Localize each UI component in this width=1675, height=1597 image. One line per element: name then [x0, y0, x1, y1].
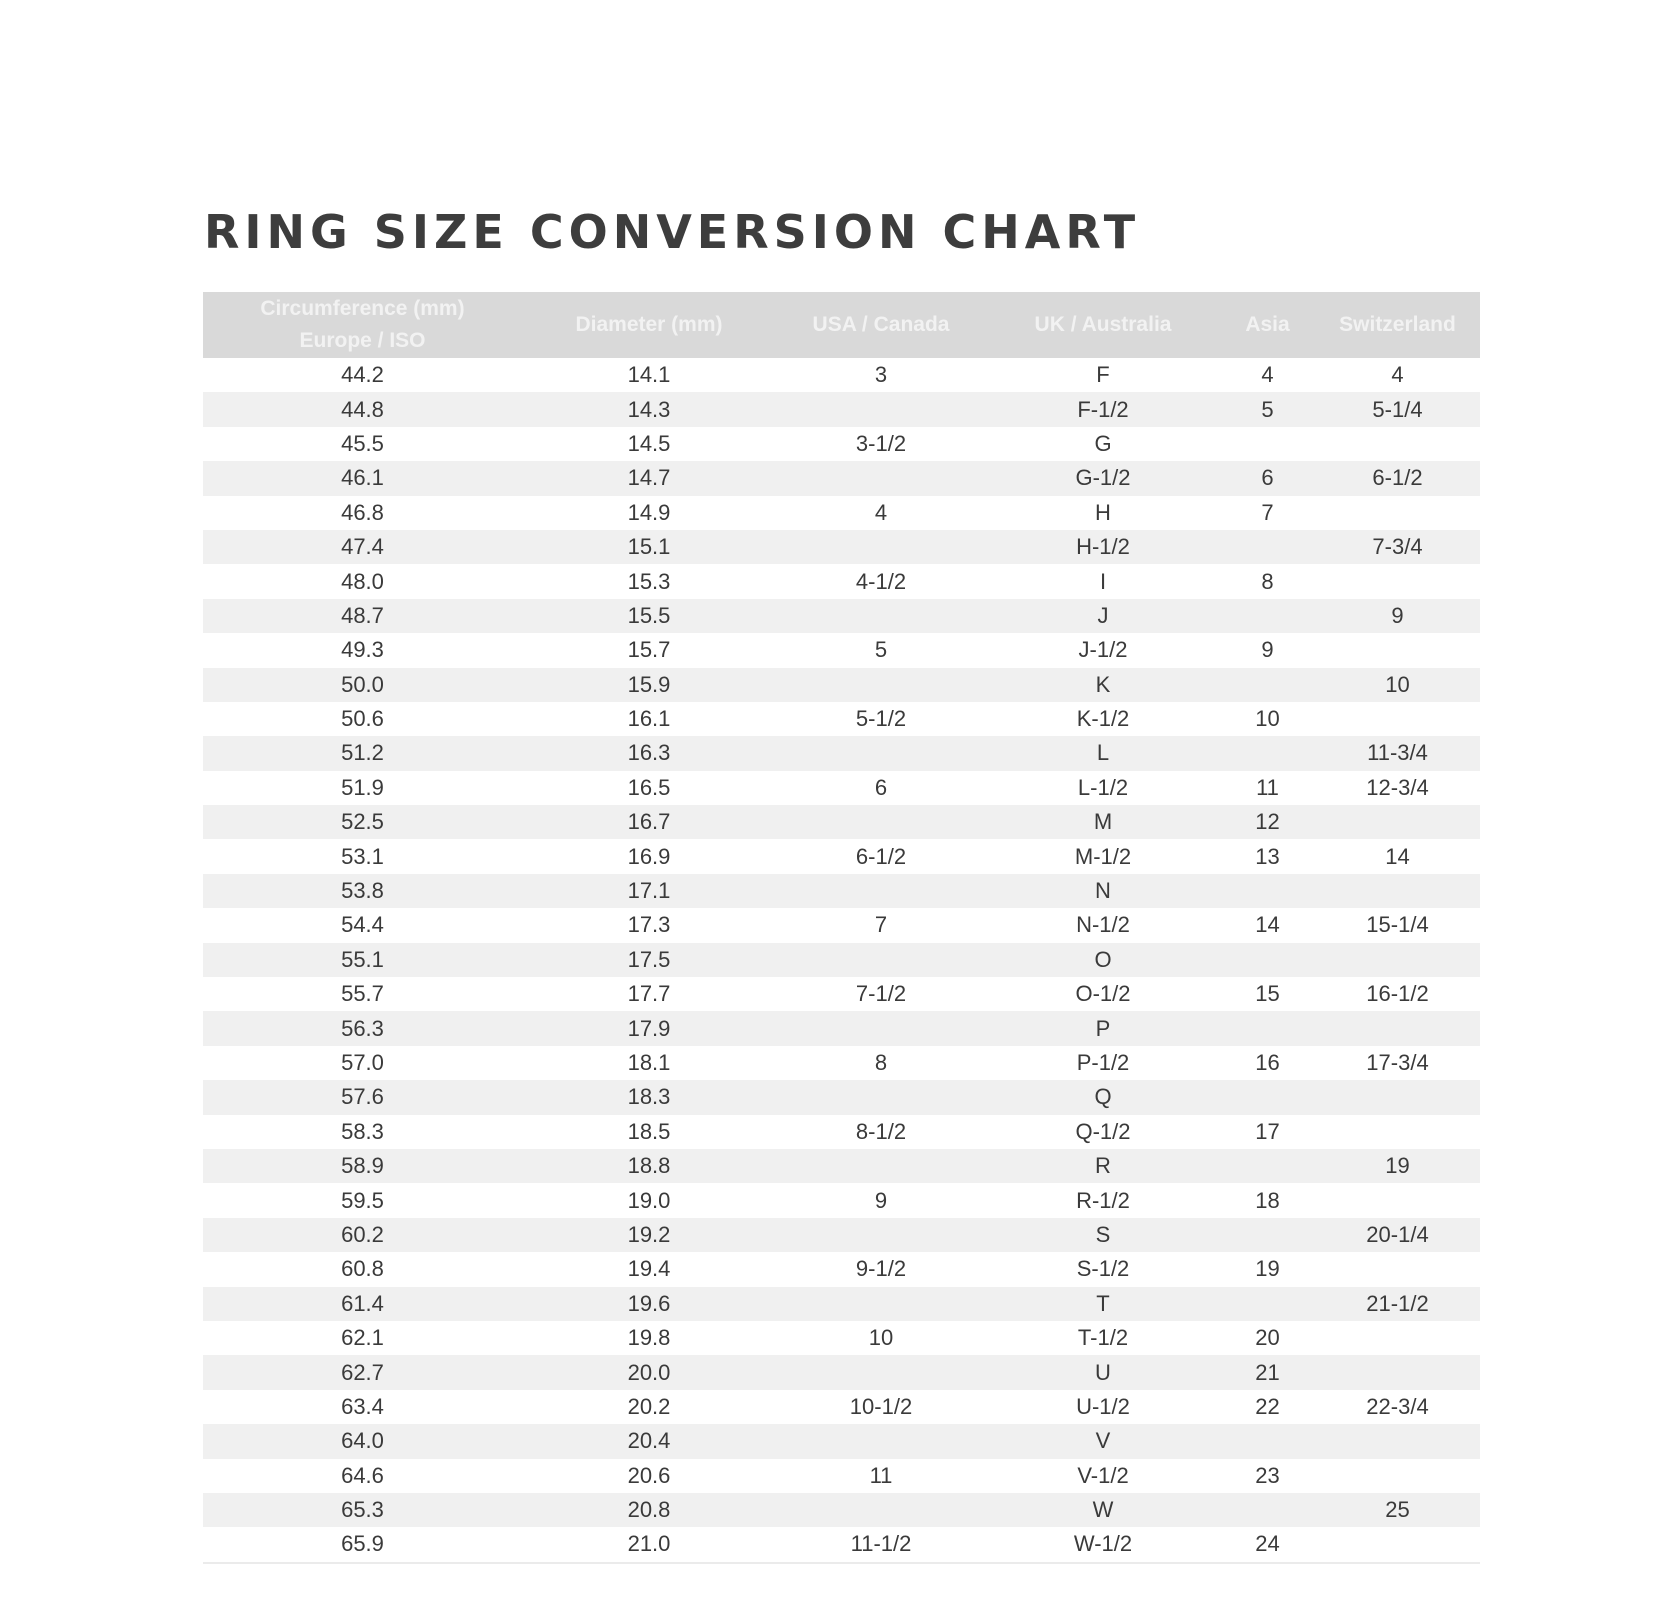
cell-diameter: 21.0: [522, 1527, 776, 1562]
table-row: [203, 530, 1480, 564]
cell-uk-australia: H-1/2: [986, 530, 1220, 564]
cell-circumference: 50.0: [203, 668, 522, 702]
cell-switzerland: [1315, 1011, 1480, 1045]
cell-usa-canada: 4: [874, 499, 888, 525]
cell-circumference: 59.5: [341, 1187, 384, 1213]
cell-asia: 6: [1220, 461, 1315, 495]
cell-switzerland: 5-1/4: [1315, 392, 1480, 426]
cell-circumference: 47.4: [203, 530, 522, 564]
table-row: [203, 1183, 1480, 1217]
cell-switzerland: [1315, 564, 1480, 598]
table-header-row: [203, 292, 1480, 358]
cell-asia: 11: [1256, 774, 1279, 800]
header-circumference-label: Circumference (mm): [260, 297, 465, 320]
cell-uk-australia: T-1/2: [1077, 1325, 1129, 1351]
table-row: [203, 1149, 1480, 1183]
cell-circumference: 57.0: [341, 1050, 384, 1075]
cell-uk-australia: T: [986, 1287, 1220, 1321]
cell-switzerland: 9: [1315, 599, 1480, 633]
cell-circumference: 61.4: [203, 1287, 522, 1321]
cell-usa-canada: [776, 599, 986, 633]
table-row: [203, 1355, 1480, 1389]
table-row: [203, 1115, 1480, 1149]
cell-uk-australia: O-1/2: [1075, 981, 1131, 1007]
cell-asia: [1220, 599, 1315, 633]
cell-switzerland: [1315, 1459, 1480, 1493]
table-row: [203, 668, 1480, 702]
cell-asia: 20: [1255, 1325, 1280, 1351]
cell-usa-canada: 6: [874, 774, 888, 800]
cell-asia: 10: [1255, 706, 1280, 732]
cell-usa-canada: [776, 668, 986, 702]
table-row: [203, 1321, 1480, 1355]
ring-size-table: [203, 292, 1480, 1564]
cell-usa-canada: 11: [869, 1462, 893, 1488]
table-row: [203, 358, 1480, 392]
cell-circumference: 60.2: [203, 1218, 522, 1252]
cell-switzerland: [1315, 805, 1480, 839]
cell-switzerland: 4: [1391, 362, 1404, 388]
cell-diameter: 18.5: [627, 1118, 671, 1144]
cell-diameter: 18.1: [627, 1050, 671, 1075]
cell-uk-australia: O: [986, 943, 1220, 977]
cell-diameter: 16.3: [522, 736, 776, 770]
cell-diameter: 18.3: [522, 1080, 776, 1114]
cell-circumference: 55.1: [203, 943, 522, 977]
cell-circumference: 51.9: [341, 774, 384, 800]
cell-uk-australia: K-1/2: [1076, 706, 1130, 732]
table-row: [203, 736, 1480, 770]
cell-uk-australia: I: [1099, 568, 1107, 594]
cell-usa-canada: 5: [874, 637, 888, 663]
table-row: [203, 1459, 1480, 1493]
header-circumference: [203, 292, 522, 358]
cell-switzerland: 25: [1315, 1493, 1480, 1527]
cell-uk-australia: L: [986, 736, 1220, 770]
cell-circumference: 62.7: [203, 1355, 522, 1389]
cell-uk-australia: S-1/2: [1076, 1256, 1130, 1282]
cell-circumference: 57.6: [203, 1080, 522, 1114]
page-title: RING SIZE CONVERSION CHART: [204, 205, 1141, 259]
cell-circumference: 44.8: [203, 392, 522, 426]
cell-uk-australia: M-1/2: [1074, 843, 1132, 869]
cell-uk-australia: F: [1096, 362, 1110, 388]
cell-diameter: 20.2: [627, 1393, 671, 1419]
cell-diameter: 15.7: [627, 637, 671, 663]
cell-usa-canada: 10: [868, 1325, 894, 1351]
cell-circumference: 53.8: [203, 874, 522, 908]
cell-diameter: 17.9: [522, 1011, 776, 1045]
table-row: [203, 1390, 1480, 1424]
cell-diameter: 15.1: [522, 530, 776, 564]
cell-uk-australia: G: [1094, 430, 1112, 456]
cell-circumference: 45.5: [341, 430, 384, 456]
cell-switzerland: 16-1/2: [1366, 981, 1429, 1007]
cell-uk-australia: P-1/2: [1076, 1050, 1130, 1075]
cell-diameter: 14.5: [627, 430, 671, 456]
cell-switzerland: [1315, 633, 1480, 667]
cell-circumference: 62.1: [341, 1325, 384, 1351]
cell-asia: [1220, 1493, 1315, 1527]
cell-diameter: 17.7: [627, 981, 671, 1007]
cell-diameter: 18.8: [522, 1149, 776, 1183]
cell-circumference: 65.3: [203, 1493, 522, 1527]
cell-usa-canada: 5-1/2: [855, 706, 907, 732]
cell-circumference: 48.0: [341, 568, 384, 594]
cell-usa-canada: 9: [874, 1187, 888, 1213]
cell-asia: 18: [1255, 1187, 1280, 1213]
cell-usa-canada: 3-1/2: [855, 430, 907, 456]
cell-usa-canada: 7-1/2: [855, 981, 907, 1007]
cell-uk-australia: P: [986, 1011, 1220, 1045]
table-row: [203, 943, 1480, 977]
cell-diameter: 17.5: [522, 943, 776, 977]
cell-uk-australia: R: [986, 1149, 1220, 1183]
cell-circumference: 46.1: [203, 461, 522, 495]
cell-asia: [1220, 943, 1315, 977]
table-row: [203, 1046, 1480, 1080]
cell-circumference: 60.8: [341, 1256, 384, 1282]
cell-uk-australia: Q: [986, 1080, 1220, 1114]
header-switzerland: Switzerland: [1315, 292, 1480, 358]
table-row: [203, 461, 1480, 495]
cell-diameter: 20.8: [522, 1493, 776, 1527]
cell-diameter: 17.1: [522, 874, 776, 908]
cell-uk-australia: J: [986, 599, 1220, 633]
cell-switzerland: 12-3/4: [1366, 774, 1429, 800]
cell-asia: [1220, 1424, 1315, 1458]
cell-uk-australia: U: [986, 1355, 1220, 1389]
cell-uk-australia: L-1/2: [1077, 774, 1129, 800]
cell-switzerland: 6-1/2: [1315, 461, 1480, 495]
table-row: [203, 1218, 1480, 1252]
cell-uk-australia: Q-1/2: [1075, 1118, 1131, 1144]
cell-circumference: 51.2: [203, 736, 522, 770]
cell-diameter: 14.7: [522, 461, 776, 495]
header-uk-australia: UK / Australia: [986, 292, 1220, 358]
cell-switzerland: 19: [1315, 1149, 1480, 1183]
cell-usa-canada: 11-1/2: [776, 1527, 986, 1562]
cell-diameter: 19.8: [627, 1325, 671, 1351]
header-circumference-sublabel: Europe / ISO: [299, 329, 426, 352]
cell-uk-australia: G-1/2: [986, 461, 1220, 495]
table-row: [203, 1252, 1480, 1286]
table-row: [203, 564, 1480, 598]
cell-usa-canada: 8-1/2: [855, 1118, 907, 1144]
cell-circumference: 56.3: [203, 1011, 522, 1045]
cell-usa-canada: [776, 736, 986, 770]
cell-switzerland: [1315, 1527, 1480, 1562]
cell-diameter: 16.5: [627, 774, 671, 800]
cell-asia: 5: [1220, 392, 1315, 426]
cell-asia: 22: [1255, 1393, 1280, 1419]
cell-diameter: 14.9: [627, 499, 671, 525]
cell-switzerland: 15-1/4: [1366, 912, 1429, 938]
cell-asia: [1220, 530, 1315, 564]
cell-uk-australia: V-1/2: [1077, 1462, 1129, 1488]
cell-usa-canada: 9-1/2: [855, 1256, 907, 1282]
cell-circumference: 55.7: [341, 981, 384, 1007]
cell-uk-australia: M: [986, 805, 1220, 839]
cell-uk-australia: W-1/2: [986, 1527, 1220, 1562]
table-row: [203, 805, 1480, 839]
table-row: [203, 1527, 1480, 1562]
cell-switzerland: [1315, 427, 1480, 461]
table-row: [203, 392, 1480, 426]
cell-circumference: 54.4: [341, 912, 384, 938]
table-row: [203, 1287, 1480, 1321]
cell-switzerland: [1315, 1115, 1480, 1149]
cell-circumference: 53.1: [341, 843, 384, 869]
table-row: [203, 427, 1480, 461]
cell-usa-canada: [776, 530, 986, 564]
table-row: [203, 1080, 1480, 1114]
table-row: [203, 599, 1480, 633]
cell-switzerland: 11-3/4: [1315, 736, 1480, 770]
table-row: [203, 702, 1480, 736]
cell-asia: 19: [1255, 1256, 1280, 1282]
cell-asia: 17: [1255, 1118, 1280, 1144]
cell-circumference: 65.9: [203, 1527, 522, 1562]
cell-usa-canada: [776, 874, 986, 908]
cell-asia: [1220, 1149, 1315, 1183]
cell-asia: [1220, 1218, 1315, 1252]
cell-diameter: 19.4: [627, 1256, 671, 1282]
cell-circumference: 44.2: [341, 362, 384, 388]
cell-diameter: 19.0: [627, 1187, 671, 1213]
cell-diameter: 16.1: [627, 706, 671, 732]
cell-asia: 8: [1261, 568, 1274, 594]
table-row: [203, 1011, 1480, 1045]
cell-switzerland: [1315, 496, 1480, 530]
cell-asia: 13: [1255, 843, 1280, 869]
cell-asia: [1220, 668, 1315, 702]
cell-switzerland: [1315, 874, 1480, 908]
cell-asia: 12: [1220, 805, 1315, 839]
cell-uk-australia: H: [1095, 499, 1111, 525]
cell-asia: 14: [1255, 912, 1280, 938]
cell-diameter: 16.7: [522, 805, 776, 839]
cell-uk-australia: W: [986, 1493, 1220, 1527]
header-diameter: Diameter (mm): [522, 292, 776, 358]
cell-circumference: 52.5: [203, 805, 522, 839]
cell-uk-australia: F-1/2: [986, 392, 1220, 426]
cell-diameter: 17.3: [627, 912, 671, 938]
cell-usa-canada: 4-1/2: [855, 568, 907, 594]
cell-uk-australia: R-1/2: [1076, 1187, 1130, 1213]
cell-circumference: 46.8: [341, 499, 384, 525]
cell-switzerland: [1315, 1355, 1480, 1389]
cell-switzerland: [1315, 1252, 1480, 1286]
cell-switzerland: [1315, 1424, 1480, 1458]
cell-asia: 9: [1261, 637, 1274, 663]
cell-circumference: 49.3: [341, 637, 384, 663]
cell-switzerland: [1315, 1321, 1480, 1355]
cell-diameter: 19.2: [522, 1218, 776, 1252]
cell-circumference: 58.9: [203, 1149, 522, 1183]
cell-switzerland: 10: [1315, 668, 1480, 702]
cell-asia: 21: [1220, 1355, 1315, 1389]
cell-usa-canada: [776, 1424, 986, 1458]
cell-diameter: 15.9: [522, 668, 776, 702]
cell-switzerland: [1315, 702, 1480, 736]
cell-switzerland: 14: [1385, 843, 1410, 869]
cell-usa-canada: 10-1/2: [849, 1393, 913, 1419]
table-body: [203, 358, 1480, 1563]
cell-uk-australia: N: [986, 874, 1220, 908]
cell-circumference: 63.4: [341, 1393, 384, 1419]
cell-switzerland: [1315, 1183, 1480, 1217]
cell-asia: [1220, 736, 1315, 770]
cell-usa-canada: [776, 1493, 986, 1527]
cell-uk-australia: S: [986, 1218, 1220, 1252]
cell-asia: [1220, 427, 1315, 461]
cell-usa-canada: 3: [874, 362, 888, 388]
cell-diameter: 14.3: [522, 392, 776, 426]
cell-asia: [1220, 1287, 1315, 1321]
cell-switzerland: 22-3/4: [1366, 1393, 1429, 1419]
cell-switzerland: [1315, 1080, 1480, 1114]
cell-uk-australia: N-1/2: [1076, 912, 1130, 938]
cell-diameter: 16.9: [627, 843, 671, 869]
cell-usa-canada: [776, 461, 986, 495]
table-row: [203, 908, 1480, 942]
cell-diameter: 15.5: [522, 599, 776, 633]
header-usa-canada: USA / Canada: [776, 292, 986, 358]
cell-asia: 23: [1255, 1462, 1280, 1488]
cell-switzerland: 7-3/4: [1315, 530, 1480, 564]
cell-usa-canada: [776, 1149, 986, 1183]
cell-uk-australia: J-1/2: [1078, 637, 1128, 663]
cell-diameter: 14.1: [627, 362, 671, 388]
table-row: [203, 839, 1480, 873]
cell-switzerland: 20-1/4: [1315, 1218, 1480, 1252]
cell-asia: 4: [1261, 362, 1274, 388]
cell-asia: [1220, 874, 1315, 908]
cell-asia: 24: [1220, 1527, 1315, 1562]
cell-switzerland: [1315, 943, 1480, 977]
cell-usa-canada: [776, 1218, 986, 1252]
table-row: [203, 1493, 1480, 1527]
table-row: [203, 874, 1480, 908]
cell-usa-canada: [776, 392, 986, 426]
cell-asia: 15: [1255, 981, 1280, 1007]
cell-usa-canada: [776, 1355, 986, 1389]
table-row: [203, 1424, 1480, 1458]
table-row: [203, 771, 1480, 805]
cell-asia: [1220, 1011, 1315, 1045]
cell-usa-canada: [776, 1011, 986, 1045]
cell-diameter: 20.4: [522, 1424, 776, 1458]
cell-diameter: 19.6: [522, 1287, 776, 1321]
table-row: [203, 633, 1480, 667]
table-row: [203, 496, 1480, 530]
cell-usa-canada: [776, 943, 986, 977]
cell-uk-australia: V: [986, 1424, 1220, 1458]
cell-circumference: 64.0: [203, 1424, 522, 1458]
cell-asia: 16: [1255, 1050, 1280, 1075]
header-asia: Asia: [1220, 292, 1315, 358]
cell-usa-canada: 7: [874, 912, 888, 938]
table-row: [203, 977, 1480, 1011]
cell-circumference: 50.6: [341, 706, 384, 732]
cell-usa-canada: 8: [874, 1050, 888, 1075]
cell-switzerland: 17-3/4: [1366, 1050, 1429, 1075]
cell-switzerland: 21-1/2: [1315, 1287, 1480, 1321]
cell-usa-canada: [776, 1287, 986, 1321]
cell-circumference: 58.3: [341, 1118, 384, 1144]
cell-usa-canada: 6-1/2: [855, 843, 907, 869]
cell-diameter: 20.6: [627, 1462, 671, 1488]
cell-usa-canada: [776, 1080, 986, 1114]
cell-uk-australia: U-1/2: [1076, 1393, 1130, 1419]
cell-diameter: 20.0: [522, 1355, 776, 1389]
cell-circumference: 48.7: [203, 599, 522, 633]
cell-circumference: 64.6: [341, 1462, 384, 1488]
cell-diameter: 15.3: [627, 568, 671, 594]
cell-asia: 7: [1261, 499, 1274, 525]
cell-asia: [1220, 1080, 1315, 1114]
cell-usa-canada: [776, 805, 986, 839]
cell-uk-australia: K: [986, 668, 1220, 702]
